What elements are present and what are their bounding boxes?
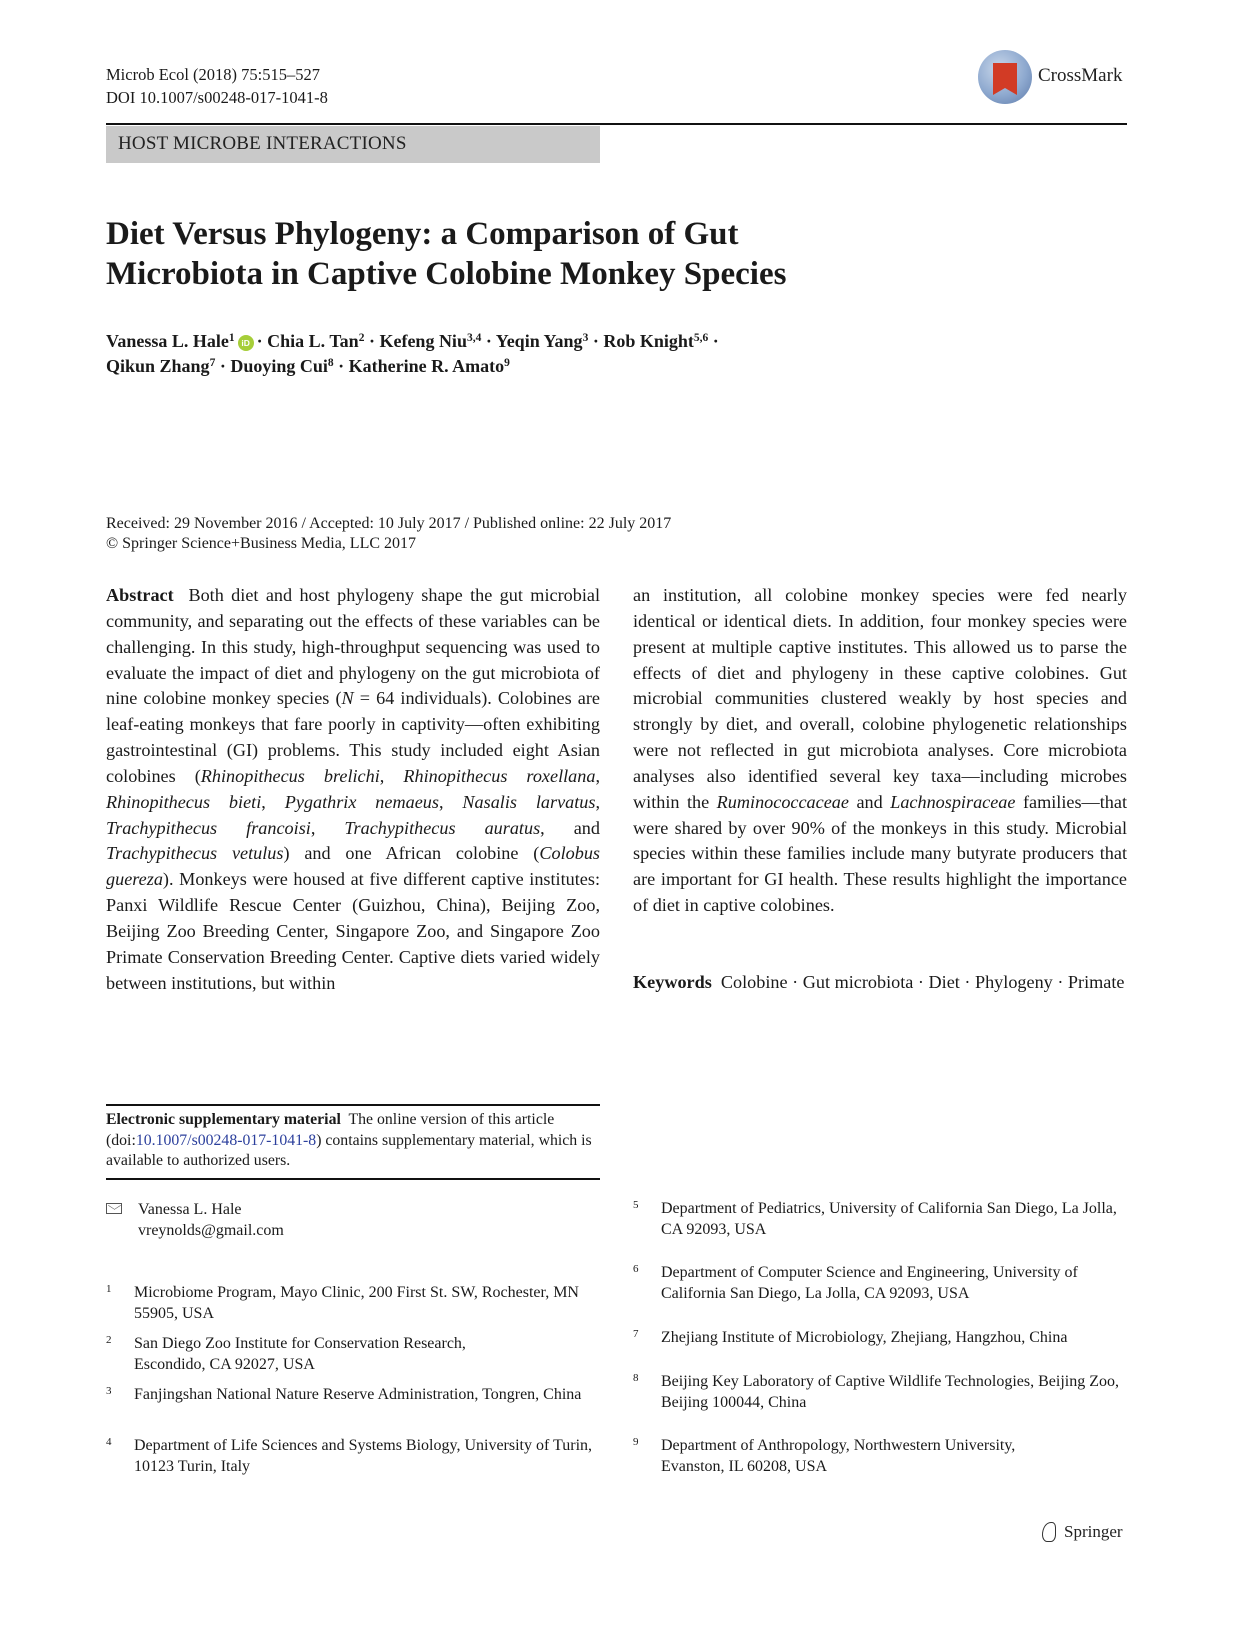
author-separator: ·: [256, 331, 263, 351]
affiliation-text: Department of Life Sciences and Systems Biology, University of Turin, 10123 Turin, Italy: [134, 1437, 593, 1475]
abstract-right-column: [633, 583, 1127, 919]
esm-text: The online version of this article (doi:: [106, 1111, 555, 1149]
copyright-line: © Springer Science+Business Media, LLC 2017: [106, 535, 417, 552]
author-separator: ·: [368, 331, 375, 351]
affiliation-number: 7: [633, 1328, 639, 1340]
family-name: Ruminococcaceae: [716, 791, 849, 812]
species-name: Rhinopithecus roxellana: [403, 765, 596, 786]
species-name: Trachypithecus auratus: [344, 817, 541, 838]
author-separator: ·: [219, 356, 226, 376]
section-label: HOST MICROBE INTERACTIONS: [118, 133, 407, 154]
author-name: Qikun Zhang: [106, 356, 210, 376]
author-separator: ·: [592, 331, 599, 351]
esm-rule-bottom: [106, 1178, 600, 1180]
author-affil-sup: 2: [358, 332, 365, 344]
affiliation-number: 3: [106, 1385, 112, 1397]
author-affil-sup: 7: [209, 357, 216, 369]
author-separator: ·: [338, 356, 345, 376]
esm-heading: Electronic supplementary material: [106, 1111, 341, 1128]
author-name: Rob Knight: [603, 331, 694, 351]
species-name: Colobus guereza: [106, 843, 600, 890]
springer-label: Springer: [1064, 1522, 1123, 1541]
orcid-icon[interactable]: iD: [238, 335, 254, 351]
author-name: Katherine R. Amato: [348, 356, 505, 376]
family-name: Lachnospiraceae: [890, 791, 1016, 812]
header-rule: [106, 123, 1127, 125]
author-name: Yeqin Yang: [495, 331, 583, 351]
abstract-heading: Abstract: [106, 585, 174, 605]
abstract-text: families—that were shared by over 90% of the monkeys in this study. Microbial species within these families include many butyrate producers that are important for GI health. These results highlight the importance of diet in captive colobines.: [633, 791, 1128, 916]
abstract-text: and: [856, 791, 891, 812]
esm-text: ) contains supplementary material, which is available to authorized users.: [106, 1131, 592, 1169]
affiliation-number: 1: [106, 1283, 112, 1295]
affiliation-text: Microbiome Program, Mayo Clinic, 200 First St. SW, Rochester, MN 55905, USA: [134, 1284, 579, 1322]
dates-line: Received: 29 November 2016 / Accepted: 10 July 2017 / Published online: 22 July 2017: [106, 515, 672, 532]
author-name: Chia L. Tan: [267, 331, 359, 351]
author-affil-sup: 3: [582, 332, 589, 344]
author-affil-sup: 9: [504, 357, 510, 369]
keywords: [633, 970, 1127, 996]
abstract-text: = 64 individuals). Colobines are leaf-eating monkeys that fare poorly in captivity—often exhibiting gastrointestinal (GI) problems. This study included eight Asian colobines (: [106, 688, 600, 786]
species-name: Pygathrix nemaeus: [284, 791, 439, 812]
author-affil-sup: 8: [327, 357, 334, 369]
crossmark-badge[interactable]: [978, 48, 1128, 106]
envelope-icon: [106, 1203, 122, 1214]
author-list: [106, 329, 1106, 379]
abstract-text: an institution, all colobine monkey species were fed nearly identical or identical diets. In addition, four monkey species were present at multiple captive institutes. This allowed us to parse the effects of diet and phylogeny in these captive colobines. Gut microbial communities clustered weakly by host species and strongly by diet, and overall, colobine phylogenetic relationships were not reflected in gut microbiota analyses. Core microbiota analyses also identified several key taxa—including microbes within the: [633, 585, 1127, 812]
esm-rule-top: [106, 1104, 600, 1106]
affiliation-number: 9: [633, 1436, 639, 1448]
affiliation-number: 2: [106, 1334, 112, 1346]
springer-horse-icon: [1042, 1522, 1056, 1542]
author-name: Duoying Cui: [230, 356, 328, 376]
keywords-heading: Keywords: [633, 972, 712, 992]
affiliation-number: 4: [106, 1436, 112, 1448]
affiliation-text: Department of Computer Science and Engineering, University of California San Diego, La Jolla, CA 92093, USA: [661, 1264, 1078, 1302]
title-line-2: Microbiota in Captive Colobine Monkey Species: [106, 256, 787, 292]
author-affil-sup: 1: [228, 332, 235, 344]
section-band: [106, 126, 600, 163]
affiliation-text: Zhejiang Institute of Microbiology, Zhejiang, Hangzhou, China: [661, 1329, 1068, 1346]
keywords-text: Colobine · Gut microbiota · Diet · Phylogeny · Primate: [720, 972, 1125, 992]
supplementary-note: [106, 1110, 600, 1172]
n-symbol: N: [341, 688, 354, 709]
affiliation-text: Department of Anthropology, Northwestern University, Evanston, IL 60208, USA: [661, 1437, 1016, 1475]
affiliation-number: 5: [633, 1199, 639, 1211]
abstract-left-column: Abstract Both diet and host phylogeny shape the gut microbial community, and separating out the effects of these variables can be challenging. In this study, high-throughput sequencing was used to evaluate the impact of diet and phylogeny on the gut microbiota of nine colobine monkey species (N = 64 individuals). Colobines are leaf-eating monkeys that fare poorly in captivity—often exhibiting gastrointestinal (GI) problems. This study included eight Asian colobines (Rhinopithecus brelichi, Rhinopithecus roxellana, Rhinopithecus bieti, Pygathrix nemaeus, Nasalis larvatus, Trachypithecus francoisi, Trachypithecus auratus, and Trachypithecus vetulus) and one African colobine (Colobus guereza). Monkeys were housed at five different captive institutes: Panxi Wildlife Rescue Center (Guizhou, China), Beijing Zoo, Beijing Zoo Breeding Center, Singapore Zoo, and Singapore Zoo Primate Conservation Breeding Center. Captive diets varied widely between institutions, but within: [106, 585, 601, 993]
author-affil-sup: 3,4: [466, 332, 482, 344]
species-name: Nasalis larvatus: [462, 791, 596, 812]
affiliation-text: Department of Pediatrics, University of California San Diego, La Jolla, CA 92093, USA: [661, 1200, 1117, 1238]
author-separator: ·: [712, 331, 719, 351]
author-name: Vanessa L. Hale: [106, 331, 229, 351]
publication-dates: [106, 514, 671, 554]
affiliation-text: Fanjingshan National Nature Reserve Administration, Tongren, China: [134, 1386, 582, 1403]
species-name: Rhinopithecus brelichi: [200, 765, 380, 786]
contact-name: Vanessa L. Hale: [138, 1201, 242, 1218]
esm-doi-link[interactable]: 10.1007/s00248-017-1041-8: [135, 1131, 317, 1149]
author-affil-sup: 5,6: [693, 332, 709, 344]
crossmark-label: CrossMark: [1038, 65, 1123, 86]
and-word: and: [573, 817, 600, 838]
species-name: Trachypithecus vetulus: [106, 843, 284, 864]
journal-citation: Microb Ecol (2018) 75:515–527: [106, 65, 321, 84]
article-title: [106, 214, 1006, 294]
title-line-1: Diet Versus Phylogeny: a Comparison of Gut: [106, 216, 739, 252]
affiliation-number: 6: [633, 1263, 639, 1275]
doi[interactable]: DOI 10.1007/s00248-017-1041-8: [106, 88, 328, 107]
affiliation-text: San Diego Zoo Institute for Conservation Research, Escondido, CA 92027, USA: [134, 1335, 466, 1373]
author-line-2: [106, 354, 1106, 379]
contact-email[interactable]: vreynolds@gmail.com: [138, 1222, 284, 1239]
abstract-text: Both diet and host phylogeny shape the gut microbial community, and separating out the effects of these variables can be challenging. In this study, high-throughput sequencing was used to evaluate the impact of diet and phylogeny on the gut microbiota of nine colobine monkey species (: [106, 585, 600, 709]
author-line-1: [106, 329, 1106, 354]
species-name: Trachypithecus francoisi: [106, 817, 311, 838]
crossmark-icon: [978, 50, 1032, 104]
abstract-text: ) and one African colobine (: [283, 843, 540, 864]
abstract-text: ). Monkeys were housed at five different captive institutes: Panxi Wildlife Rescue Center (Guizhou, China), Beijing Zoo, Beijing Zoo Breeding Center, Singapore Zoo, and Singapore Zoo Primate Conservation Breeding Center. Captive diets varied widely between institutions, but within: [106, 869, 600, 993]
affiliation-text: Beijing Key Laboratory of Captive Wildlife Technologies, Beijing Zoo, Beijing 100044, China: [661, 1373, 1119, 1411]
affiliation-number: 8: [633, 1372, 639, 1384]
author-separator: ·: [485, 331, 492, 351]
springer-logo: [1042, 1521, 1132, 1545]
species-name: Rhinopithecus bieti: [106, 791, 262, 812]
author-name: Kefeng Niu: [379, 331, 467, 351]
